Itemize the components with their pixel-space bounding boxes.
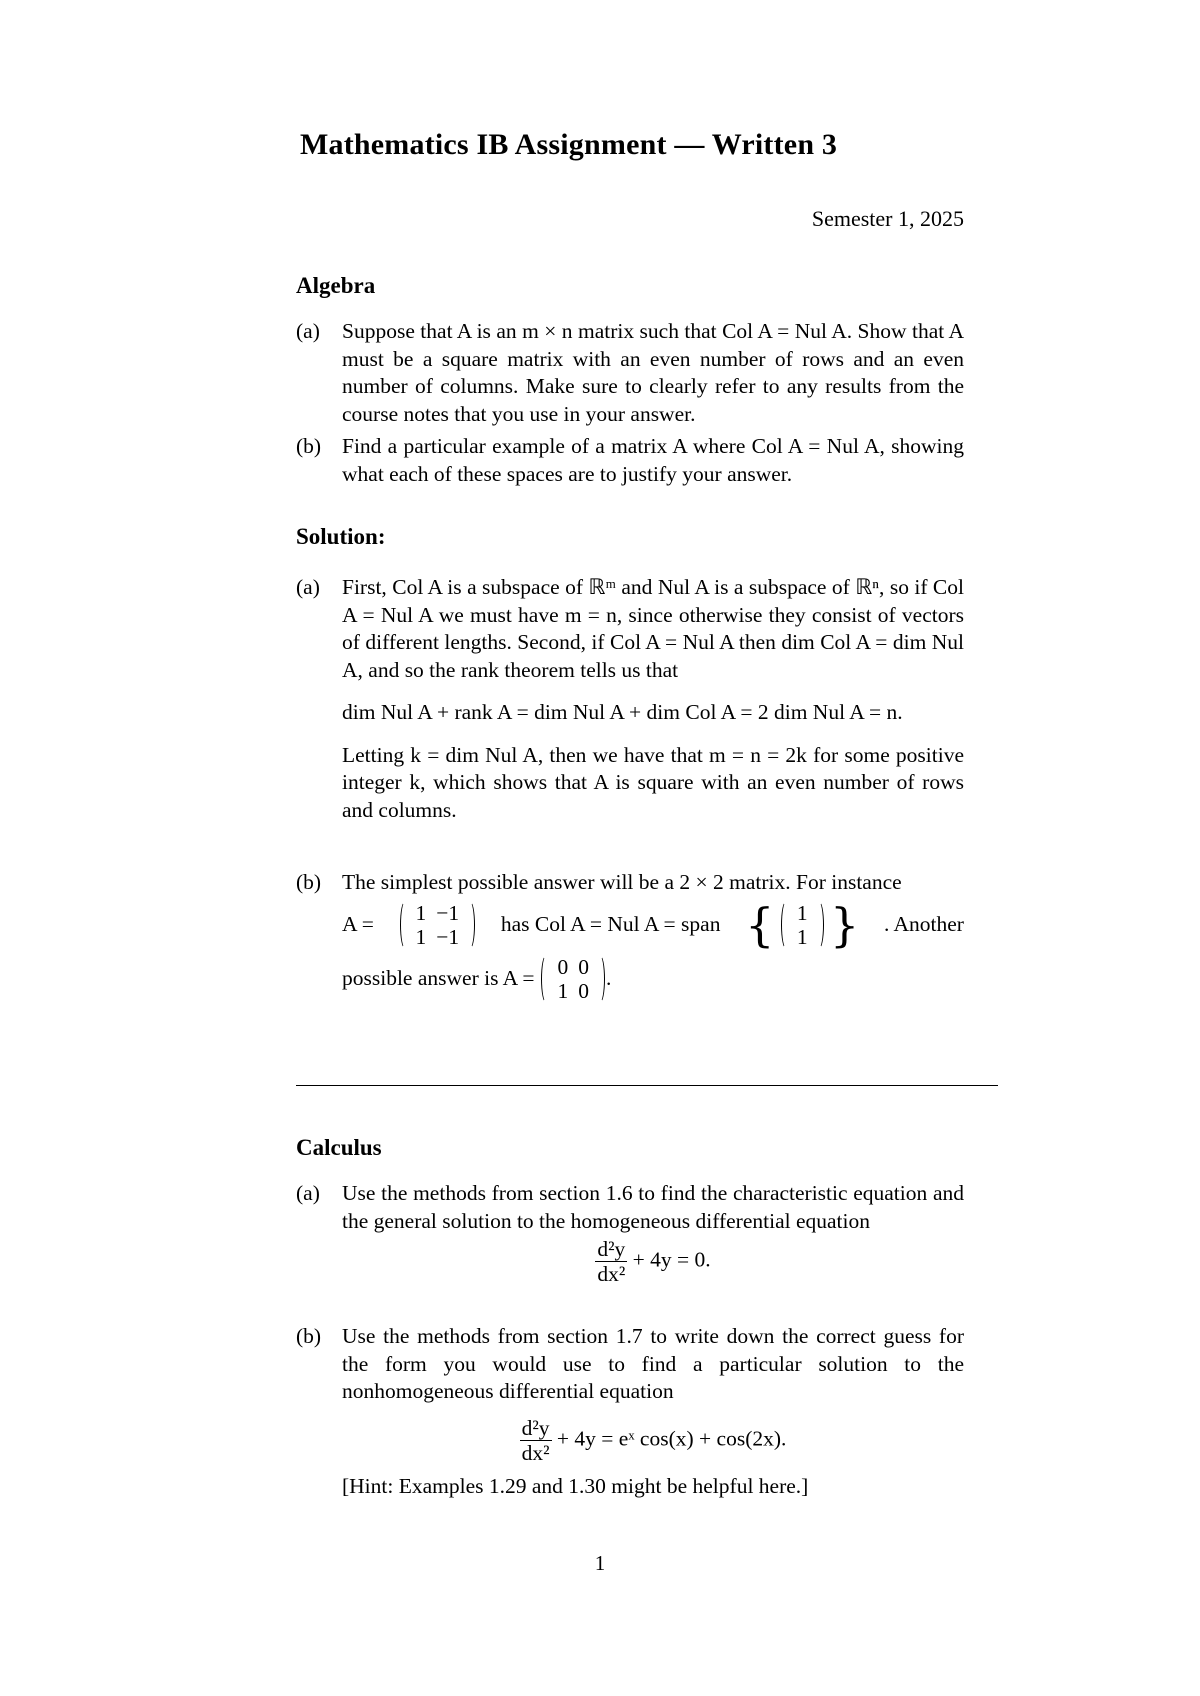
solution-heading: Solution: (296, 524, 386, 549)
algebra-heading: Algebra (296, 273, 376, 298)
vector-entry: 1 (796, 900, 808, 925)
solution-b-intro: The simplest possible answer will be a 2 × 2 matrix. For instance (342, 870, 902, 894)
question-text: Suppose that A is an m × n matrix such that Col A = Nul A. Show that A must be a square matrix with an even number of rows and an even number of columns. Make sure to clearly refer to any results from the course notes that you use in your answer. (342, 319, 964, 426)
calculus-question-b (296, 1323, 964, 1500)
example-matrix-1 (399, 901, 477, 949)
algebra-question-b (296, 433, 964, 488)
page-number: 1 (594, 1551, 606, 1575)
period: . (605, 965, 612, 990)
item-label: (b) (296, 434, 322, 458)
section-divider (296, 1085, 998, 1086)
second-example-line (342, 955, 964, 1003)
nonhomogeneous-equation (342, 1416, 964, 1465)
solution-part-a (296, 574, 964, 824)
page-title: Mathematics IB Assignment — Written 3 (300, 128, 838, 161)
question-text: Use the methods from section 1.7 to write down the correct guess for the form you would use to find a particular solution to the nonhomogeneous differential equation (342, 1324, 964, 1403)
equation-rest: + 4y = eˣ cos(x) + cos(2x). (556, 1425, 787, 1450)
item-label: (b) (296, 1324, 322, 1348)
matrix-entry: −1 (436, 924, 460, 949)
span-vector (780, 901, 825, 949)
span-set (745, 897, 860, 952)
another-text: . Another (883, 911, 964, 936)
solution-a-paragraph-1: First, Col A is a subspace of ℝᵐ and Nul A is a subspace of ℝⁿ, so if Col A = Nul A we must have m = n, since otherwise they consist of vectors of different lengths. Second, if Col A = Nul A then dim Col A = dim Nul A, and so the rank theorem tells us that (342, 575, 964, 682)
matrix-entry: 0 (578, 954, 589, 979)
question-text: Use the methods from section 1.6 to find the characteristic equation and the general solution to the homogeneous differential equation (342, 1181, 964, 1233)
a-equals: A = (342, 911, 374, 936)
item-label: (a) (296, 1181, 320, 1205)
has-col-nul-span: has Col A = Nul A = span (500, 911, 721, 936)
item-label: (b) (296, 870, 322, 894)
vector-entry: 1 (796, 924, 808, 949)
item-label: (a) (296, 319, 320, 343)
example-matrix-2 (540, 955, 606, 1003)
calculus-question-a (296, 1180, 964, 1286)
matrix-entry: 1 (557, 978, 569, 1003)
matrix-entry: −1 (436, 900, 460, 925)
fraction-denominator: dx² (597, 1262, 626, 1286)
second-derivative-fraction (595, 1237, 627, 1286)
matrix-entry: 0 (578, 978, 589, 1003)
solution-part-b (296, 869, 964, 1003)
fraction-numerator: d²y (521, 1415, 550, 1440)
matrix-entry: 1 (415, 900, 427, 925)
fraction-denominator: dx² (521, 1440, 550, 1465)
rank-theorem-equation: dim Nul A + rank A = dim Nul A + dim Col A = 2 dim Nul A = n. (342, 700, 903, 724)
matrix-entry: 0 (557, 954, 569, 979)
calculus-heading: Calculus (296, 1135, 382, 1160)
equation-rest: + 4y = 0. (632, 1247, 711, 1272)
second-derivative-fraction (520, 1416, 552, 1465)
algebra-question-a (296, 318, 964, 428)
question-text: Find a particular example of a matrix A where Col A = Nul A, showing what each of these spaces are to justify your answer. (342, 434, 964, 486)
homogeneous-equation (342, 1237, 964, 1286)
example-line (342, 897, 964, 952)
left-brace: { (745, 897, 775, 952)
item-label: (a) (296, 575, 320, 599)
semester-label: Semester 1, 2025 (811, 206, 964, 231)
hint-text: [Hint: Examples 1.29 and 1.30 might be helpful here.] (342, 1473, 809, 1498)
solution-a-paragraph-2: Letting k = dim Nul A, then we have that m = n = 2k for some positive integer k, which shows that A is square with an even number of rows and columns. (342, 742, 964, 822)
fraction-numerator: d²y (597, 1237, 626, 1261)
right-brace: } (829, 897, 860, 952)
matrix-entry: 1 (415, 924, 427, 949)
possible-answer-text: possible answer is A = (342, 965, 535, 990)
